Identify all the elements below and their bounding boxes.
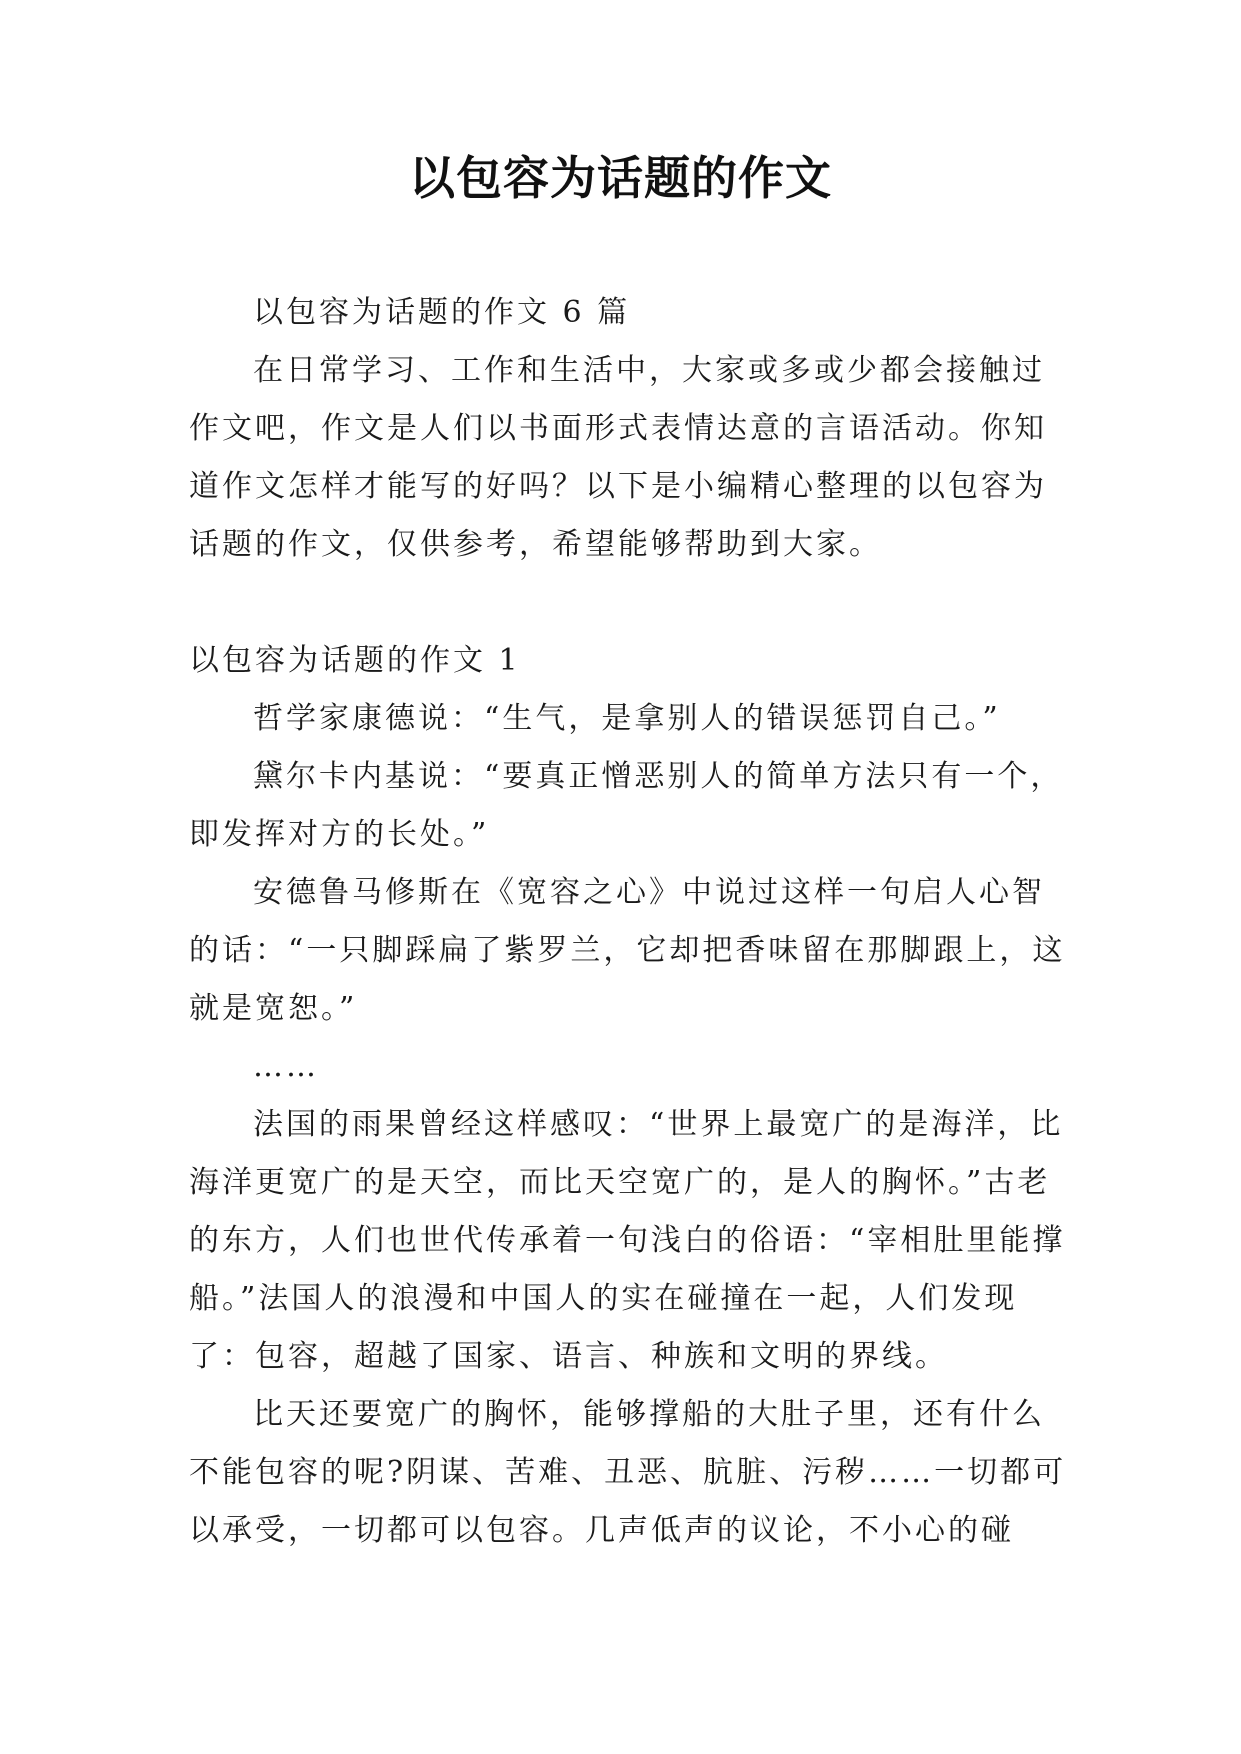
quote-paragraph-matthews: 安德鲁马修斯在《宽容之心》中说过这样一句启人心智的话：“一只脚踩扁了紫罗兰，它却把香味留在那脚跟上，这就是宽恕。” [189, 875, 1066, 1026]
document-body [189, 284, 1067, 1560]
document-title: 以包容为话题的作文 [409, 151, 832, 205]
quote-paragraph-carnegie: 黛尔卡内基说：“要真正憎恶别人的简单方法只有一个，即发挥对方的长处。” [189, 759, 1064, 852]
ellipsis-paragraph: …… [253, 1049, 319, 1084]
quote-paragraph-kant: 哲学家康德说：“生气，是拿别人的错误惩罚自己。” [253, 701, 1001, 736]
section-heading: 以包容为话题的作文 1 [189, 643, 521, 678]
body-paragraph-tolerance: 比天还要宽广的胸怀，能够撑船的大肚子里，还有什么不能包容的呢?阴谋、苦难、丑恶、肮脏、污秽……一切都可以承受，一切都可以包容。几声低声的议论，不小心的碰 [189, 1397, 1067, 1548]
subtitle-paragraph: 以包容为话题的作文 6 篇 [253, 295, 631, 330]
intro-paragraph: 在日常学习、工作和生活中，大家或多或少都会接触过作文吧，作文是人们以书面形式表情达意的言语活动。你知道作文怎样才能写的好吗？以下是小编精心整理的以包容为话题的作文，仅供参考，希望能够帮助到大家。 [189, 353, 1047, 562]
body-paragraph-hugo: 法国的雨果曾经这样感叹：“世界上最宽广的是海洋，比海洋更宽广的是天空，而比天空宽广的，是人的胸怀。”古老的东方，人们也世代传承着一句浅白的俗语：“宰相肚里能撑船。”法国人的浪漫和中国人的实在碰撞在一起，人们发现了：包容，超越了国家、语言、种族和文明的界线。 [189, 1107, 1066, 1374]
